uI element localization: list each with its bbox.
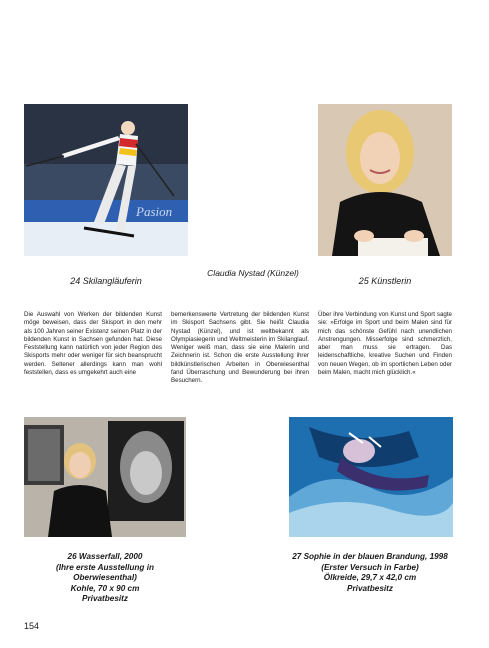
caption-sophie-title: 27 Sophie in der blauen Brandung, 1998: [292, 552, 448, 561]
photo-painting-sophie: [289, 417, 453, 537]
caption-skier: 24 Skilangläuferin: [70, 276, 142, 286]
caption-waterfall-title: 26 Wasserfall, 2000: [67, 552, 143, 561]
caption-waterfall: [24, 552, 186, 605]
caption-sophie-owner: Privatbesitz: [347, 583, 393, 593]
text-column-2: bemerkenswerte Vertretung der bildenden Kunst im Skisport Sachsens gibt. Sie heißt Claudia Nystad (Künzel), und ist weltbekannt als Olympiasiegerin und Weltmeisterin im Skilanglauf. Weniger weiß man, dass sie eine Malerin und Zeichnerin ist. Schon die erste Ausstellung ihrer bildkünstlerischen Arbeiten in Oberwiesenthal fand Überraschung und Bewunderung bei ihren Besuchern.: [171, 311, 309, 385]
photo-exhibition: [24, 417, 186, 537]
text-column-1: Die Auswahl von Werken der bildenden Kunst möge beweisen, dass der Skisport in den mehr als 100 Jahren seiner Existenz seinen Platz in der bildenden Kunst in Sachsen gefunden hat. Diese Feststellung kann natürlich von jeder Region des Skisports mehr oder weniger für sich beansprucht werden. Seltener allerdings kann man wohl feststellen, dass es umgekehrt auch eine: [24, 311, 162, 377]
caption-waterfall-owner: Privatbesitz: [82, 594, 128, 603]
caption-sophie: [284, 552, 456, 594]
text-column-3: Über ihre Verbindung von Kunst und Sport sagte sie: »Erfolge im Sport und beim Malen sind für mich das schönste Gefühl nach unendlichen Anstrengungen. Misserfolge sind schmerzlich, aber man muss sie ertragen. Das leidenschaftliche, kreative Suchen und Finden von neuen Wegen, ob im sportlichen Leben oder beim Malen, macht mich glücklich.«: [318, 311, 452, 377]
caption-sophie-medium: Ölkreide, 29,7 x 42,0 cm: [323, 573, 417, 582]
caption-sophie-note: (Erster Versuch in Farbe): [321, 562, 419, 572]
page-number: 154: [24, 621, 40, 631]
caption-subject-name: Claudia Nystad (Künzel): [207, 268, 299, 278]
caption-artist: 25 Künstlerin: [358, 276, 412, 286]
photo-artist: [318, 104, 452, 256]
caption-waterfall-medium: Kohle, 70 x 90 cm: [70, 583, 140, 593]
photo-skier: [24, 104, 188, 256]
caption-waterfall-note: (Ihre erste Ausstellung in Oberwiesenthal): [56, 562, 154, 582]
banner-text: Pasion: [136, 204, 173, 219]
